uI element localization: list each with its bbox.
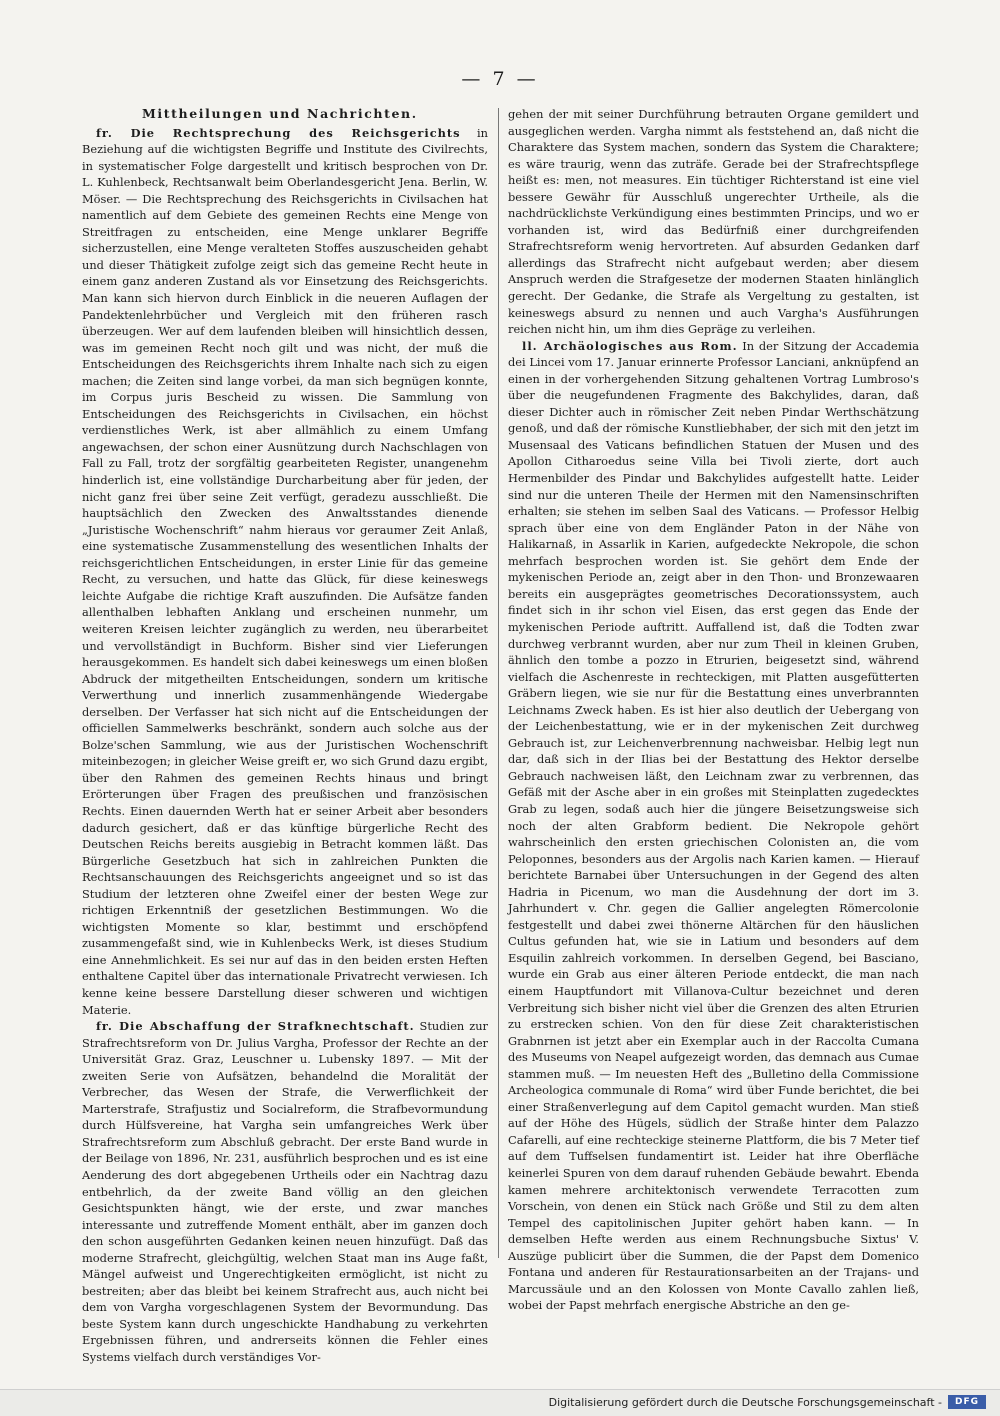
article-title: ll. Archäologisches aus Rom. xyxy=(522,338,738,353)
article-body: gehen der mit seiner Durchführung betrauten Organe gemildert und ausgeglichen werden. Vargha nimmt als feststehend an, daß nicht die Charaktere das System machen, sondern das System die Charaktere; es wäre traurig, wenn das zuträfe. Gerade bei der Strafrechtspflege heißt es: men, not measures. Ein tüchtiger Richterstand ist eine viel bessere Gewähr für Ausschluß ungerechter Urtheile, als die nachdrücklichste Verkündigung eines bestimmten Princips, und wo er vorhanden ist, wird das Bedürfniß einer durchgreifenden Strafrechtsreform wenig hervortreten. Auf absurden Gedanken darf allerdings das Strafrecht nicht aufgebaut werden; aber diesem Anspruch werden die Strafgesetze der modernen Staaten hinlänglich gerecht. Der Gedanke, die Strafe als Vergeltung zu gestalten, ist keineswegs absurd zu nennen und auch Vargha's Ausführungen reichen nicht hin, um ihm dies Gepräge zu verleihen. xyxy=(508,107,919,337)
left-column xyxy=(82,106,488,1366)
footer-bar xyxy=(0,1389,1000,1416)
article-body: in Beziehung auf die wichtigsten Begriffe und Institute des Civilrechts, in systematischer Folge dargestellt und kritisch besprochen von Dr. L. Kuhlenbeck, Rechtsanwalt beim Oberlandesgericht Jena. Berlin, W. Möser. — Die Rechtsprechung des Reichsgerichts in Civilsachen hat namentlich auf dem Gebiete des gemeinen Rechts eine Menge von Streitfragen zu entscheiden, eine Menge unklarer Begriffe sicherzustellen, eine Menge veralteten Stoffes auszuscheiden gehabt und dieser Thätigkeit zufolge zeigt sich das gemeine Recht heute in einem ganz anderen Zustand als vor Einsetzung des Reichsgerichts. Man kann sich hiervon durch Einblick in die neueren Auflagen der Pandektenlehrbücher und Vergleich mit den früheren rasch überzeugen. Wer auf dem laufenden bleiben will hinsichtlich dessen, was im gemeinen Recht noch gilt und was nicht, der muß die Entscheidungen des Reichsgerichts ihrem Inhalte nach sich zu eigen machen; die Zeiten sind lange vorbei, da man sich begnügen konnte, im Corpus juris Bescheid zu wissen. Die Sammlung von Entscheidungen des Reichsgerichts in Civilsachen, ein höchst verdienstliches Werk, ist aber allmählich zu einem Umfang angewachsen, der schon einer Ausnützung durch Nachschlagen von Fall zu Fall, trotz der sorgfältig gearbeiteten Register, unangenehm hinderlich ist, eine vollständige Durcharbeitung aber für jeden, der nicht ganz frei über seine Zeit verfügt, geradezu ausschließt. Die hauptsächlich den Zwecken des Anwaltsstandes dienende „Juristische Wochenschrift“ nahm hieraus vor geraumer Zeit Anlaß, eine systematische Zusammenstellung des wesentlichen Inhalts der reichsgerichtlichen Entscheidungen, in erster Linie für das gemeine Recht, zu versuchen, und hatte das Glück, für diese keineswegs leichte Aufgabe die richtige Kraft auszufinden. Die Aufsätze fanden allenthalben lebhaften Anklang und erscheinen nunmehr, um weiteren Kreisen leichter zugänglich zu werden, neu überarbeitet und vervollständigt in Buchform. Bisher sind vier Lieferungen herausgekommen. Es handelt sich dabei keineswegs um einen bloßen Abdruck der mitgetheilten Entscheidungen, sondern um kritische Verwerthung und innerlich zusammenhängende Wiedergabe derselben. Der Verfasser hat sich nicht auf die Entscheidungen der officiellen Sammelwerks beschränkt, sondern auch solche aus der Bolze'schen Sammlung, wie aus der Juristischen Wochenschrift miteinbezogen; in gleicher Weise greift er, wo sich Grund dazu ergibt, über den Rahmen des gemeinen Rechts hinaus und bringt Erörterungen über Fragen des preußischen und französischen Rechts. Einen dauernden Werth hat er seiner Arbeit aber besonders dadurch gesichert, daß er das künftige bürgerliche Recht des Deutschen Reichs bereits ausgiebig in Betracht kommen läßt. Das Bürgerliche Gesetzbuch hat sich in zahlreichen Punkten die Rechtsanschauungen des Reichsgerichts angeeignet und so ist das Studium der letzteren ohne Zweifel einer der besten Wege zur richtigen Erkenntniß der gesetzlichen Bestimmungen. Wo die wichtigsten Momente so klar, bestimmt und erschöpfend zusammengefaßt sind, wie in Kuhlenbecks Werk, ist dieses Studium eine Annehmlichkeit. Es sei nur auf das in den beiden ersten Heften enthaltene Capitel über das internationale Privatrecht verwiesen. Ich kenne keine bessere Darstellung dieser schweren und wichtigen Materie. xyxy=(82,125,488,1017)
article-vargha-continued xyxy=(508,106,919,338)
column-divider xyxy=(498,108,499,1258)
article-title: fr. Die Rechtsprechung des Reichsgerichts xyxy=(96,125,461,140)
article-body: In der Sitzung der Accademia dei Lincei vom 17. Januar erinnerte Professor Lanciani, anknüpfend an einen in der vorhergehenden Sitzung gehaltenen Vortrag Lumbroso's über die neugefundenen Fragmente des Bakchylides, daran, daß dieser Dichter auch in römischer Zeit neben Pindar Werthschätzung genoß, und daß der römische Kunstliebhaber, der sich mit den jetzt im Musensaal des Vaticans befindlichen Statuen der Musen und des Apollon Citharoedus seine Villa bei Tivoli zierte, dort auch Hermenbilder des Pindar und Bakchylides aufgestellt hatte. Leider sind nur die unteren Theile der Hermen mit den Namensinschriften erhalten; sie stehen im selben Saal des Vaticans. — Professor Helbig sprach über eine von dem Engländer Paton in der Nähe von Halikarnaß, in Assarlik in Karien, aufgedeckte Nekropole, die schon mehrfach besprochen worden ist. Sie gehört dem Ende der mykenischen Periode an, zeigt aber in den Thon- und Bronzewaaren bereits ein ausgeprägtes geometrisches Decorationssystem, auch findet sich in ihr schon viel Eisen, das erst gegen das Ende der mykenischen Periode auftritt. Auffallend ist, daß die Todten zwar durchweg verbrannt wurden, aber nur zum Theil in kleinen Gruben, ähnlich den tombe a pozzo in Etrurien, beigesetzt sind, während vielfach die Aschenreste in rechteckigen, mit Platten ausgefütterten Gräbern liegen, wie sie nur für die Bestattung eines unverbrannten Leichnams Zweck haben. Es ist hier also deutlich der Uebergang von der Leichenbestattung, wie er in der mykenischen Zeit durchweg Gebrauch ist, zur Leichenverbrennung nachweisbar. Helbig legt nun dar, daß sich in der Ilias bei der Bestattung des Hektor derselbe Gebrauch nachweisen läßt, den Leichnam zwar zu verbrennen, das Gefäß mit der Asche aber in ein großes mit Steinplatten zugedecktes Grab zu legen, sodaß auch hier die jüngere Beisetzungsweise sich noch der alten Grabform bedient. Die Nekropole gehört wahrscheinlich den ersten griechischen Colonisten an, die vom Peloponnes, besonders aus der Argolis nach Karien kamen. — Hierauf berichtete Barnabei über Untersuchungen in der Gegend des alten Hadria in Picenum, wo man die Ausdehnung der dort im 3. Jahrhundert v. Chr. gegen die Gallier angelegten Römercolonie festgestellt und dabei zwei thönerne Altärchen für den häuslichen Cultus gefunden hat, wie sie in Latium und besonders auf dem Esquilin zahlreich vorkommen. In derselben Gegend, bei Basciano, wurde ein Grab aus einer älteren Periode entdeckt, die man nach einem Hauptfundort mit Villanova-Cultur bezeichnet und deren Verbreitung sich bisher nicht viel über die Grenzen des alten Etrurien zu erstrecken schien. Von den für diese Zeit charakteristischen Grabnrnen ist jetzt aber ein Exemplar auch in der Raccolta Cumana des Museums von Neapel aufgezeigt worden, das demnach aus Cumae stammen muß. — Im neuesten Heft des „Bulletino della Commissione Archeologica communale di Roma“ wird über Funde berichtet, die bei einer Straßenverlegung auf dem Capitol gemacht wurden. Man stieß auf der Höhe des Hügels, südlich der Straße hinter dem Palazzo Cafarelli, auf eine rechteckige steinerne Plattform, die bis 7 Meter tief auf dem Tuffselsen fundamentirt ist. Leider hat ihre Oberfläche keinerlei Spuren von dem darauf ruhenden Gebäude bewahrt. Ebenda kamen mehrere architektonisch verwendete Terracotten zum Vorschein, von denen ein Stück nach Größe und Stil zu dem alten Tempel des capitolinischen Jupiter gehört haben kann. — In demselben Hefte werden aus einem Rechnungsbuche Sixtus' V. Auszüge publicirt über die Summen, die der Papst dem Domenico Fontana und anderen für Restaurationsarbeiten an der Trajans- und Marcussäule und an den Kolossen von Monte Cavallo zahlen ließ, wobei der Papst mehrfach energische Abstriche an den ge- xyxy=(508,338,919,1313)
footer-text: Digitalisierung gefördert durch die Deutsche Forschungsgemeinschaft - xyxy=(548,1396,942,1409)
article-rom xyxy=(508,338,919,1314)
article-vargha xyxy=(82,1018,488,1365)
article-kuhlenbeck xyxy=(82,125,488,1019)
page-number: — 7 — xyxy=(461,68,539,90)
section-heading: Mittheilungen und Nachrichten. xyxy=(142,106,418,121)
right-column xyxy=(508,106,919,1314)
article-title: fr. Die Abschaffung der Strafknechtschaft. xyxy=(96,1019,415,1034)
article-body: Studien zur Strafrechtsreform von Dr. Julius Vargha, Professor der Rechte an der Universität Graz. Graz, Leuschner u. Lubensky 1897. — Mit der zweiten Serie von Aufsätzen, behandelnd die Moralität der Verbrecher, das Wesen der Strafe, die Verwerflichkeit der Marterstrafe, Strafjustiz und Socialreform, die Strafbevormundung durch Hülfsvereine, hat Vargha sein umfangreiches Werk über Strafrechtsreform zum Abschluß gebracht. Der erste Band wurde in der Beilage von 1896, Nr. 231, ausführlich besprochen und es ist eine Aenderung des dort abgegebenen Urtheils oder ein Nachtrag dazu entbehrlich, da der zweite Band völlig an den gleichen Gesichtspunkten hängt, wie der erste, und zwar manches interessante und zutreffende Moment enthält, aber im ganzen doch den schon ausgeführten Gedanken keinen neuen hinzufügt. Daß das moderne Strafrecht, gleichgültig, welchen Staat man ins Auge faßt, Mängel aufweist und Ungerechtigkeiten ermöglicht, ist nicht zu bestreiten; aber das bleibt bei keinem Strafrecht aus, auch nicht bei dem von Vargha vorgeschlagenen System der Bevormundung. Das beste System kann durch ungeschickte Handhabung zu verkehrten Ergebnissen führen, und andrerseits können die Fehler eines Systems vielfach durch verständiges Vor- xyxy=(82,1019,488,1365)
dfg-logo-icon: DFG xyxy=(948,1395,986,1409)
